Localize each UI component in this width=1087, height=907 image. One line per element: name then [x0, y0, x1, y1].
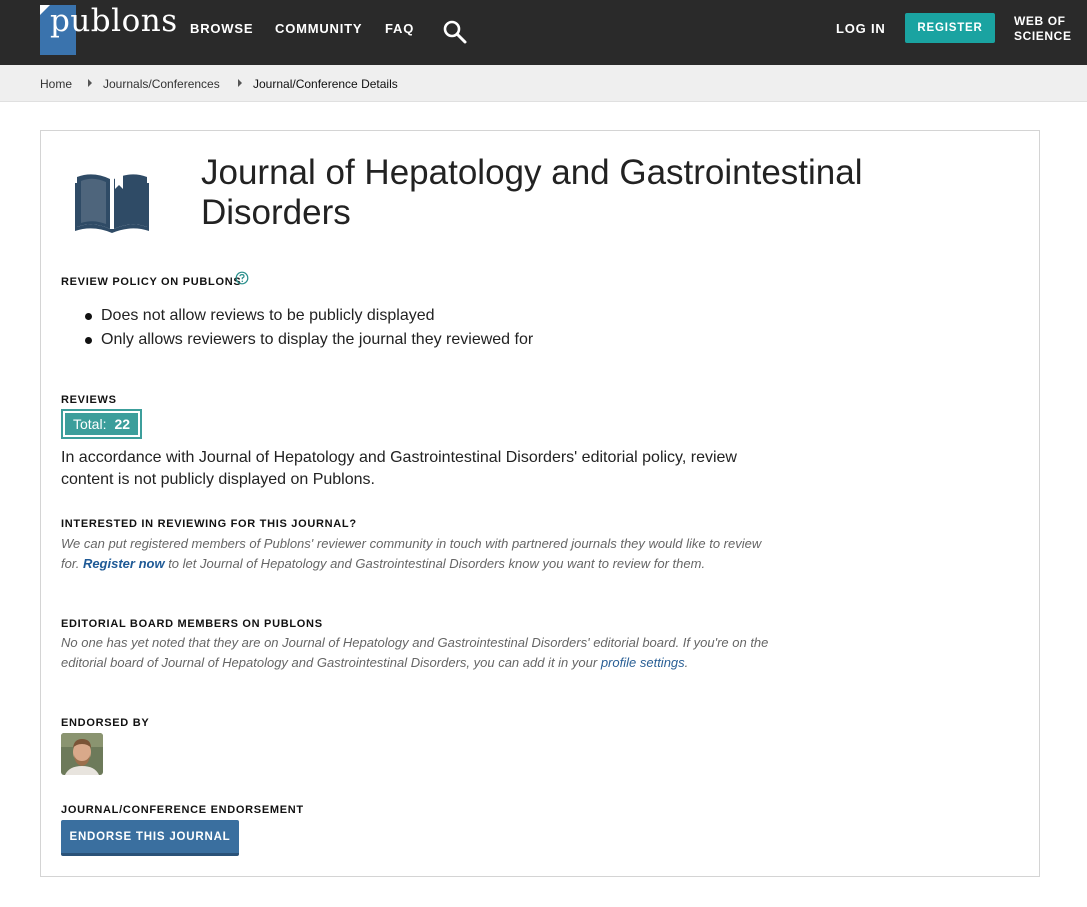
editorial-before: editorial board of Journal of Hepatology and Gastrointestinal Disorders, you can add it in your: [61, 655, 598, 670]
total-label: Total:: [73, 416, 107, 432]
interested-for: for.: [61, 556, 80, 571]
chevron-right-icon: [238, 79, 242, 87]
endorse-journal-button[interactable]: ENDORSE THIS JOURNAL: [61, 820, 239, 856]
web-of-science-link[interactable]: [1014, 14, 1072, 44]
logo-text: publons: [50, 3, 178, 39]
editorial-heading: EDITORIAL BOARD MEMBERS ON PUBLONS: [61, 618, 323, 630]
reviews-heading: REVIEWS: [61, 394, 117, 406]
profile-settings-link[interactable]: profile settings: [600, 655, 685, 670]
journal-details-card: [40, 130, 1040, 877]
policy-line2: content is not publicly displayed on Publons.: [61, 471, 375, 488]
breadcrumb-current: Journal/Conference Details: [253, 77, 398, 91]
total-value: 22: [114, 416, 131, 432]
journal-title-line2: Disorders: [201, 193, 351, 232]
publons-logo[interactable]: [40, 3, 178, 55]
page-title: [201, 153, 921, 233]
policy-line1: In accordance with Journal of Hepatology and Gastrointestinal Disorders' editorial policy, review: [61, 449, 737, 466]
endorsed-heading: ENDORSED BY: [61, 717, 150, 729]
editorial-line1: No one has yet noted that they are on Journal of Hepatology and Gastrointestinal Disorders' editorial board. If you're on the: [61, 635, 769, 650]
total-reviews-badge: [61, 409, 142, 439]
register-button[interactable]: REGISTER: [905, 13, 995, 43]
nav-community[interactable]: COMMUNITY: [275, 21, 363, 36]
journal-title-line1: Journal of Hepatology and Gastrointestinal: [201, 153, 863, 192]
interested-after: to let Journal of Hepatology and Gastrointestinal Disorders know you want to review for them.: [168, 556, 706, 571]
nav-browse[interactable]: BROWSE: [190, 21, 254, 36]
wos-line2: SCIENCE: [1014, 29, 1072, 43]
help-icon[interactable]: [235, 271, 249, 285]
open-book-icon: [75, 169, 149, 233]
top-navbar: [0, 0, 1087, 65]
login-link[interactable]: LOG IN: [836, 21, 886, 36]
editorial-line2: [61, 653, 781, 673]
review-policy-text: [61, 447, 761, 491]
avatar[interactable]: [61, 733, 103, 775]
chevron-right-icon: [88, 79, 92, 87]
editorial-after: .: [684, 655, 689, 670]
review-policy-heading: REVIEW POLICY ON PUBLONS: [61, 276, 242, 288]
editorial-text: [61, 633, 781, 673]
list-item: Only allows reviewers to display the journal they reviewed for: [89, 328, 533, 352]
breadcrumb-home[interactable]: Home: [40, 77, 73, 91]
list-item: Does not allow reviews to be publicly displayed: [89, 304, 533, 328]
interested-text: [61, 534, 781, 574]
register-now-link[interactable]: Register now: [82, 556, 165, 571]
wos-line1: WEB OF: [1014, 14, 1066, 28]
nav-faq[interactable]: FAQ: [385, 21, 415, 36]
interested-line2: [61, 554, 781, 574]
interested-line1: We can put registered members of Publons' reviewer community in touch with partnered journals they would like to review: [61, 536, 762, 551]
review-policy-list: [89, 304, 533, 352]
endorsement-heading: JOURNAL/CONFERENCE ENDORSEMENT: [61, 804, 304, 816]
search-icon[interactable]: [442, 19, 468, 45]
interested-heading: INTERESTED IN REVIEWING FOR THIS JOURNAL?: [61, 518, 357, 530]
breadcrumb-journals[interactable]: Journals/Conferences: [103, 77, 220, 91]
breadcrumb: [0, 65, 1087, 102]
